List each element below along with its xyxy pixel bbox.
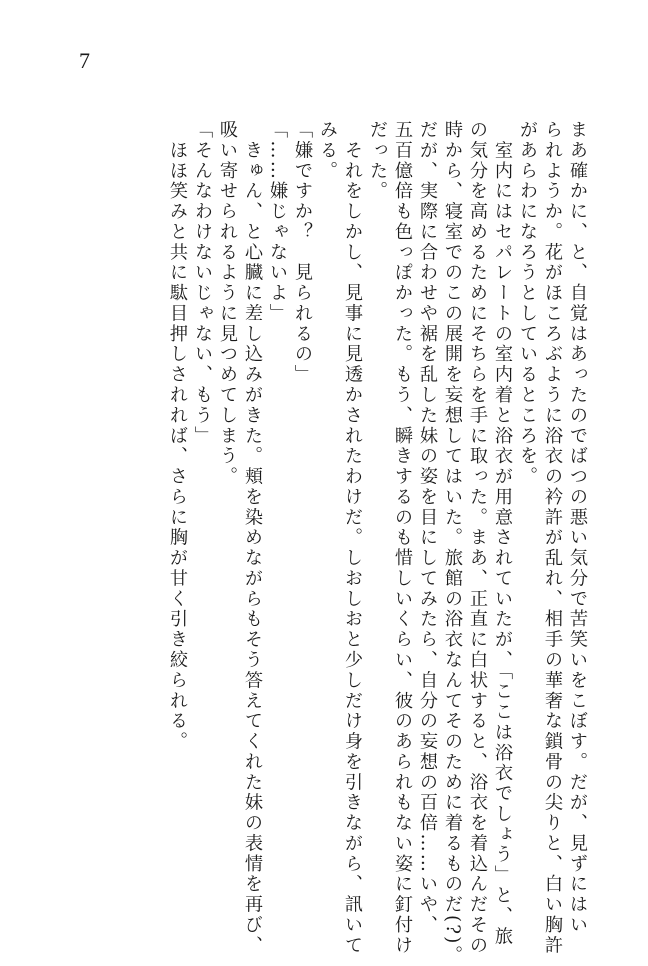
text-line: があらわになろうとしているところを。 — [517, 120, 538, 487]
text-line: 五百億倍も色っぽかった。もう、瞬きするのも惜しいくらい、彼のあられもない姿に釘付け — [392, 120, 413, 956]
text-line: みる。 — [317, 120, 338, 182]
text-line: られようか。花がほころぶように浴衣の衿許が乱れ、相手の華奢な鎖骨の尖りと、白い胸許 — [542, 120, 563, 956]
text-line: 室内にはセパレートの室内着と浴衣が用意されていたが、「ここは浴衣でしょう」と、旅 — [492, 120, 513, 947]
text-line: ほほ笑みと共に駄目押しされれば、さらに胸が甘く引き絞られる。 — [167, 120, 188, 752]
text-line: まあ確かに、と、自覚はあったのでばつの悪い気分で苦笑いをこぼす。だが、見ずにはい — [567, 120, 588, 936]
text-line: 「嫌ですか？ 見られるの」 — [292, 120, 313, 385]
body-text — [165, 120, 590, 966]
text-line: 「そんなわけないじゃない、もう」 — [192, 120, 213, 447]
text-line: きゅん、と心臓に差し込みがきた。頬を染めながらもそう答えてくれた妹の表情を再び、 — [242, 120, 263, 956]
text-line: 時から、寝室でのこの展開を妄想してはいた。旅館の浴衣なんてそのために着るものだ(?)。 — [442, 120, 463, 966]
text-line: 「……嫌じゃないよ」 — [267, 120, 288, 324]
text-line: それをしかし、見事に見透かされたわけだ。しおしおと少しだけ身を引きながら、訊いて — [342, 120, 363, 956]
text-line: だが、実際に合わせや裾を乱した妹の姿を目にしてみたら、自分の妄想の百倍……いや、 — [417, 120, 438, 936]
text-line: の気分を高めるためにそちらを手に取った。まあ、正直に白状すると、浴衣を着込んだその — [467, 120, 488, 956]
text-line: 吸い寄せられるように見つめてしまう。 — [217, 120, 238, 487]
text-line: だった。 — [367, 120, 388, 202]
page-number: 7 — [79, 48, 90, 73]
